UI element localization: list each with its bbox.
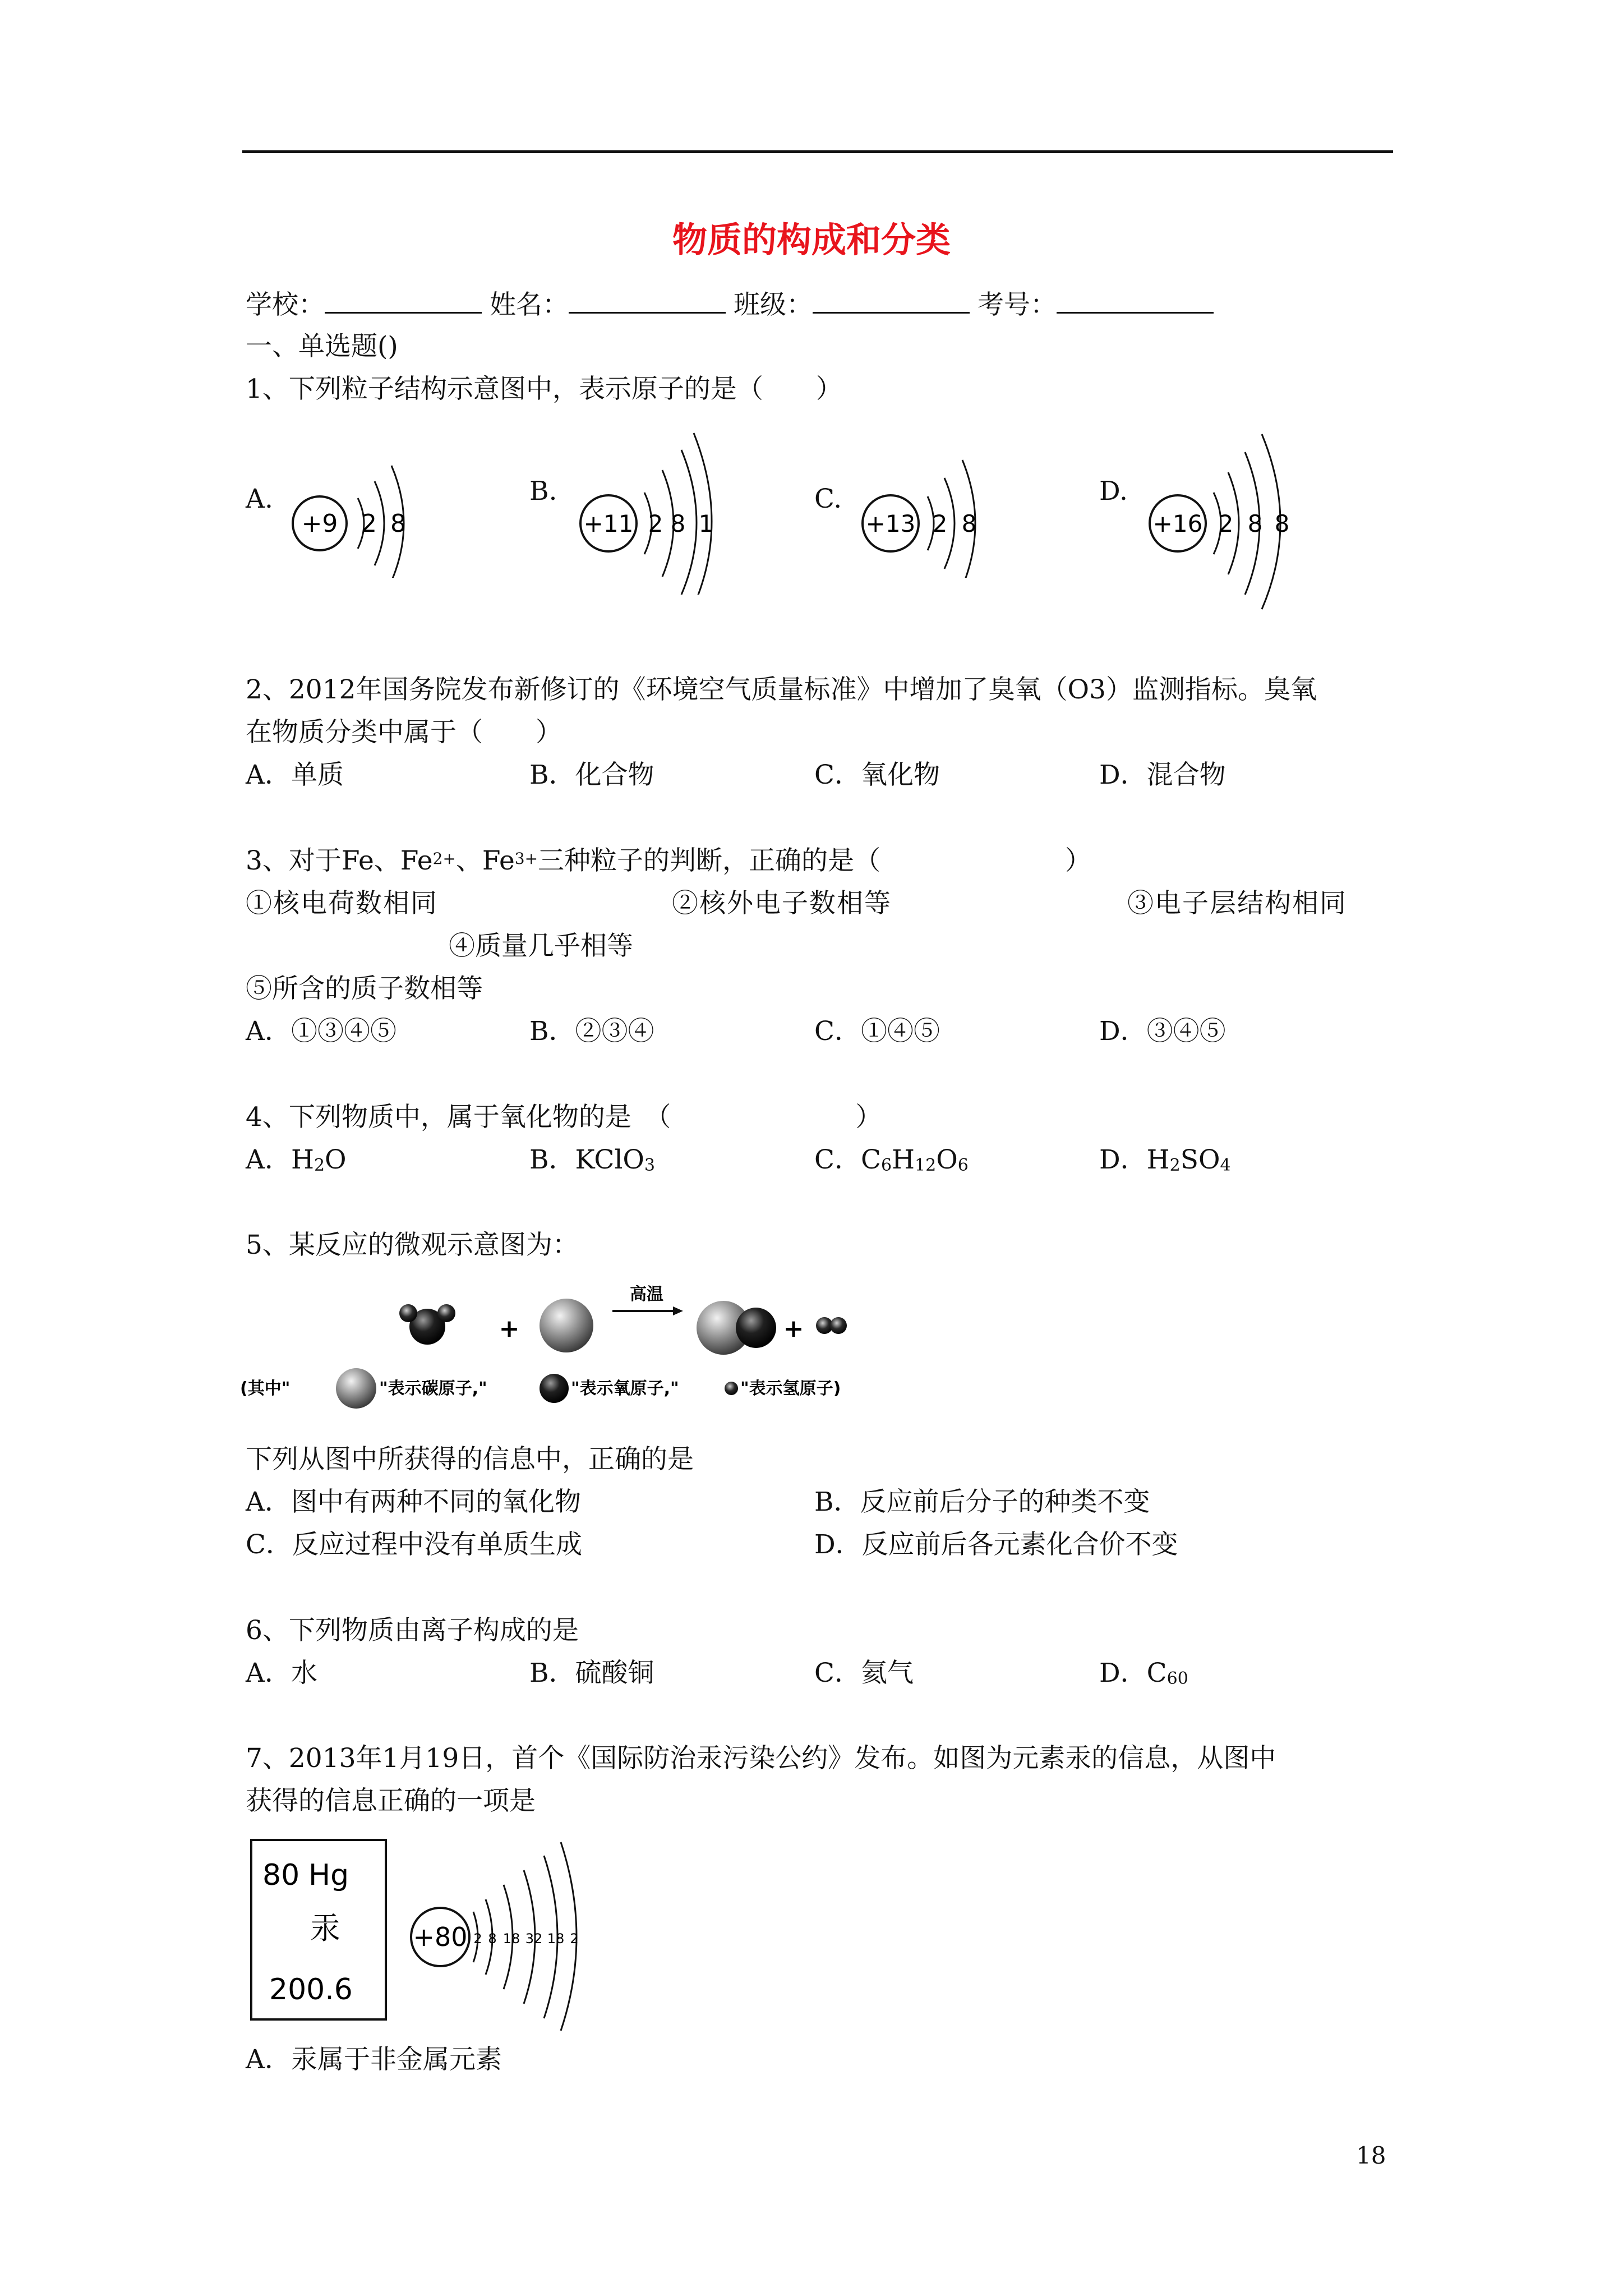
reaction-condition-label: 高温 [630,1285,663,1304]
q1-option-b-label[interactable]: B. [529,476,557,507]
q7-option-a[interactable]: A．汞属于非金属元素 [246,2044,502,2075]
q3-statement-2: ②核外电子数相等 [672,888,892,919]
formula-text: SO [1180,1144,1220,1175]
q5-stem: 5、某反应的微观示意图为： [246,1230,579,1260]
shell-electrons: 18 [547,1931,565,1947]
carbon-atom-icon [540,1299,593,1352]
nucleus-label: +16 [1152,510,1203,537]
q6-option-a[interactable]: A．水 [246,1658,317,1688]
q6-option-d[interactable] [1099,1657,1188,1690]
q1-option-a-label[interactable]: A. [246,484,273,514]
reaction-arrow-icon [612,1306,683,1315]
header-rule [242,150,1393,153]
plus-sign: + [783,1314,804,1343]
mercury-atom-diagram [411,1842,579,2031]
atomic-mass: 200.6 [269,1973,353,2007]
q7-stem-line1: 7、2013年1月19日，首个《国际防治汞污染公约》发布。如图为元素汞的信息，从图中 [246,1743,1276,1774]
q5-sub-stem: 下列从图中所获得的信息中，正确的是 [246,1444,694,1475]
legend-text: "表示氢原子) [740,1379,841,1398]
formula-text: D．C [1099,1658,1167,1688]
q1-option-c-label[interactable]: C. [814,484,842,514]
plus-sign: + [499,1314,520,1343]
q3-charge-3plus: 3+ [514,849,538,868]
reaction-legend [240,1368,841,1409]
q4-option-d[interactable] [1099,1143,1231,1177]
q6-option-c[interactable]: C．氦气 [814,1658,914,1688]
shell-electrons: 32 [525,1931,543,1947]
q3-statement-3: ③电子层结构相同 [1127,888,1347,919]
oxygen-atom-legend-icon [540,1374,569,1403]
q5-option-c[interactable]: C．反应过程中没有单质生成 [246,1529,582,1560]
q3-option-c[interactable]: C．①④⑤ [814,1016,940,1047]
atom-diagram-a [286,449,421,578]
shell-electrons: 8 [1247,510,1263,537]
shell-electrons: 2 [473,1931,482,1947]
legend-text: (其中" [240,1379,291,1398]
shell-electrons: 8 [488,1931,497,1947]
formula-text: O [325,1144,347,1175]
element-card [251,1840,386,2019]
formula-subscript: 60 [1166,1669,1188,1688]
exam-no-blank[interactable] [1057,287,1214,314]
formula-text: D．H [1099,1144,1170,1175]
q2-stem-line2: 在物质分类中属于（ ） [246,717,562,748]
shell-electrons: 2 [932,510,948,537]
formula-text: B．KClO [529,1144,644,1175]
name-blank[interactable] [569,287,726,314]
shell-electrons: 8 [1274,510,1290,537]
formula-text: H [892,1144,915,1175]
q3-stem [246,844,1091,878]
nucleus-label: +11 [583,510,634,537]
shell-electrons: 8 [390,509,406,538]
school-blank[interactable] [325,287,482,314]
q1-stem: 1、下列粒子结构示意图中，表示原子的是（ ） [246,374,842,404]
formula-subscript: 6 [880,1156,892,1175]
q1-option-d-label[interactable]: D. [1099,476,1128,507]
q3-option-a[interactable]: A．①③④⑤ [246,1016,396,1047]
atom-diagram-c [858,443,998,578]
carbon-atom-legend-icon [336,1368,376,1409]
nucleus-label: +13 [865,510,916,537]
formula-subscript: 6 [957,1156,969,1175]
q4-option-a[interactable] [246,1143,347,1177]
school-label: 学校： [246,289,325,320]
name-label: 姓名： [490,289,569,320]
element-symbol: Hg [308,1858,349,1892]
q4-option-b[interactable] [529,1143,655,1177]
q3-stem-part: 3、对于Fe、Fe [246,845,433,876]
formula-text: C．C [814,1144,881,1175]
mercury-element-figure [247,1833,606,2035]
q5-option-d[interactable]: D．反应前后各元素化合价不变 [814,1529,1178,1560]
q5-option-a[interactable]: A．图中有两种不同的氧化物 [246,1487,581,1517]
legend-text: "表示碳原子," [379,1379,487,1398]
shell-electrons: 2 [1218,510,1234,537]
q6-option-b[interactable]: B．硫酸铜 [529,1658,654,1688]
q7-stem-line2: 获得的信息正确的一项是 [246,1786,536,1816]
water-molecule-icon [399,1304,455,1345]
nucleus-label: +9 [301,509,338,538]
exam-no-label: 考号： [978,289,1057,320]
shell-electrons: 1 [698,510,714,537]
reaction-diagram [236,1276,864,1414]
q3-statement-4: ④质量几乎相等 [449,931,633,961]
q3-stem-part: 三种粒子的判断，正确的是（ ） [538,845,1092,876]
q2-option-b[interactable]: B．化合物 [529,760,654,790]
q2-option-c[interactable]: C．氧化物 [814,760,940,790]
shell-electrons: 2 [361,509,377,538]
class-label: 班级： [734,289,813,320]
section-heading: 一、单选题() [246,331,398,362]
hydrogen-atom-legend-icon [725,1382,738,1395]
element-name: 汞 [310,1911,340,1946]
q4-stem: 4、下列物质中，属于氧化物的是 （ ） [246,1102,882,1133]
q3-stem-part: 、Fe [455,845,515,876]
q3-option-b[interactable]: B．②③④ [529,1016,654,1047]
formula-subscript: 3 [644,1156,656,1175]
q2-option-a[interactable]: A．单质 [246,760,344,790]
shell-electrons: 8 [670,510,686,537]
carbon-monoxide-molecule-icon [697,1301,776,1355]
q4-option-c[interactable] [814,1143,969,1177]
shell-electrons: 8 [961,510,977,537]
q3-option-d[interactable]: D．③④⑤ [1099,1016,1226,1047]
shell-electrons: 2 [570,1931,579,1947]
formula-text: O [936,1144,958,1175]
legend-text: "表示氧原子," [571,1379,679,1398]
q3-statement-5: ⑤所含的质子数相等 [246,973,483,1004]
page-number: 18 [1356,2142,1386,2169]
q2-option-d[interactable]: D．混合物 [1099,760,1226,790]
page-title: 物质的构成和分类 [672,219,951,260]
formula-subscript: 2 [313,1156,325,1175]
student-info-line [246,287,1221,322]
formula-text: A．H [246,1144,314,1175]
shell-electrons: 18 [502,1931,520,1947]
atom-diagram-b [575,426,726,595]
nucleus-label: +80 [413,1922,468,1952]
formula-subscript: 12 [915,1156,937,1175]
atom-diagram-d [1144,426,1312,611]
formula-subscript: 4 [1220,1156,1231,1175]
q3-charge-2plus: 2+ [432,849,456,868]
shell-electrons: 2 [648,510,663,537]
q2-stem-line1: 2、2012年国务院发布新修订的《环境空气质量标准》中增加了臭氧（O3）监测指标。臭氧 [246,674,1317,705]
q6-stem: 6、下列物质由离子构成的是 [246,1615,579,1646]
atomic-number: 80 [262,1858,300,1892]
q5-option-b[interactable]: B．反应前后分子的种类不变 [814,1487,1150,1517]
class-blank[interactable] [813,287,970,314]
hydrogen-molecule-icon [816,1317,847,1334]
q3-statement-1: ①核电荷数相同 [246,888,438,919]
formula-subscript: 2 [1169,1156,1181,1175]
